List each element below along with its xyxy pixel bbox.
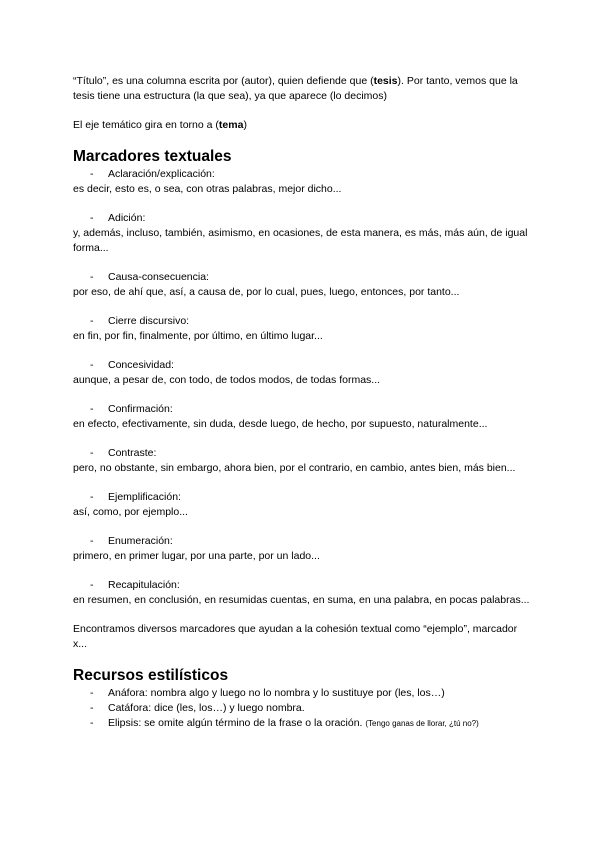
list-dash: - [90,687,94,699]
marcadores-list [73,167,533,608]
list-dash: - [90,447,94,459]
list-dash: - [90,491,94,503]
marcador-item [73,167,533,197]
marcador-item [73,270,533,300]
marcador-label: Confirmación: [108,403,173,415]
marcador-label: Recapitulación: [108,579,180,591]
tema-bold: tema [218,119,244,131]
marcador-item [73,446,533,476]
recursos-heading: Recursos estilísticos [73,667,229,684]
marcador-label: Contraste: [108,447,157,459]
marcador-text: pero, no obstante, sin embargo, ahora bien, por el contrario, en cambio, antes bien, más bien... [73,462,516,474]
document-page [73,74,533,731]
list-dash: - [90,579,94,591]
marcador-text: aunque, a pesar de, con todo, de todos modos, de todas formas... [73,374,381,386]
marcador-text: y, además, incluso, también, asimismo, en ocasiones, de esta manera, es más, más aún, de igual forma... [73,227,528,254]
list-dash: - [90,717,94,729]
tema-text-a: El eje temático gira en torno a ( [73,119,219,131]
list-dash: - [90,702,94,714]
marcador-item [73,358,533,388]
list-dash: - [90,359,94,371]
list-dash: - [90,403,94,415]
list-dash: - [90,168,94,180]
recursos-list [73,686,533,731]
marcador-text: en efecto, efectivamente, sin duda, desde luego, de hecho, por supuesto, naturalmente... [73,418,488,430]
marcador-label: Enumeración: [108,535,173,547]
tema-text-b: ) [243,119,247,131]
list-dash: - [90,271,94,283]
marcadores-closing: Encontramos diversos marcadores que ayudan a la cohesión textual como “ejemplo”, marcador x... [73,623,518,650]
recurso-item [73,716,533,731]
recurso-example-note: (Tengo ganas de llorar, ¿tú no?) [365,719,479,728]
recurso-text: Elipsis: se omite algún término de la frase o la oración. [108,717,366,729]
marcador-label: Concesividad: [108,359,174,371]
intro-paragraph [73,74,533,104]
marcador-item [73,314,533,344]
marcador-text: primero, en primer lugar, por una parte, por un lado... [73,550,320,562]
marcador-item [73,211,533,256]
marcador-item [73,402,533,432]
tema-paragraph [73,118,533,133]
marcador-item [73,490,533,520]
marcadores-heading: Marcadores textuales [73,148,232,165]
marcador-label: Ejemplificación: [108,491,181,503]
list-dash: - [90,315,94,327]
intro-text-a: “Título”, es una columna escrita por (autor), quien defiende que ( [73,75,374,87]
intro-bold-tesis: tesis [373,75,398,87]
marcador-text: por eso, de ahí que, así, a causa de, por lo cual, pues, luego, entonces, por tanto... [73,286,460,298]
marcador-text: en resumen, en conclusión, en resumidas cuentas, en suma, en una palabra, en pocas palabras... [73,594,530,606]
recurso-item [73,701,533,716]
marcador-item [73,534,533,564]
marcador-text: así, como, por ejemplo... [73,506,188,518]
marcador-label: Causa-consecuencia: [108,271,209,283]
marcador-label: Aclaración/explicación: [108,168,215,180]
marcador-text: en fin, por fin, finalmente, por último, en último lugar... [73,330,323,342]
marcador-label: Adición: [108,212,146,224]
list-dash: - [90,212,94,224]
marcador-item [73,578,533,608]
marcador-label: Cierre discursivo: [108,315,190,327]
list-dash: - [90,535,94,547]
intro-text-b: ). Por tanto, vemos que la tesis tiene una estructura (la que sea), ya que aparece (lo decimos) [73,75,518,102]
marcador-text: es decir, esto es, o sea, con otras palabras, mejor dicho... [73,183,342,195]
recurso-text: Catáfora: dice (les, los…) y luego nombra. [108,702,305,714]
recurso-item [73,686,533,701]
recurso-text: Anáfora: nombra algo y luego no lo nombra y lo sustituye por (les, los…) [108,687,445,699]
